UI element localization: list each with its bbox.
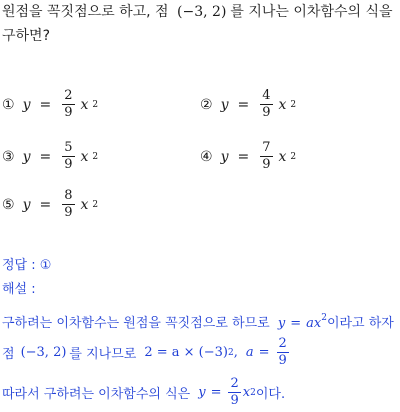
choice-5[interactable]: ⑤ y = $\frac{8}{9}$ x 2	[2, 188, 99, 220]
question-point: (−3, 2)	[177, 4, 227, 20]
explanation-text: 구하려는 이차함수는 원점을 꼭짓점으로 하므로	[2, 316, 270, 331]
choice-marker: ③	[2, 148, 15, 165]
explanation-point: (−3, 2)	[20, 345, 67, 360]
explanation-label: 해설 :	[2, 282, 36, 297]
choice-coefficient: $\frac{7}{9}$	[262, 140, 271, 172]
question-line-1	[2, 2, 393, 22]
choice-marker: ②	[200, 96, 213, 113]
choice-marker: ④	[200, 148, 213, 165]
explanation-equation: 2 = a × (−3)	[144, 345, 228, 360]
explanation-fraction: $\frac{2}{9}$	[278, 336, 287, 368]
explanation-text: 를 지나므로	[69, 347, 137, 362]
explanation-line-3: 따라서 구하려는 이차함수의 식은 y = $\frac{2}{9}$ x 2 이다.	[2, 376, 286, 408]
explanation-text: 점	[2, 347, 15, 362]
explanation-fraction: $\frac{2}{9}$	[230, 376, 239, 408]
explanation-line-1: 구하려는 이차함수는 원점을 꼭짓점으로 하므로 $y = ax^2$이라고 하자	[2, 313, 394, 331]
choice-marker: ①	[2, 96, 15, 113]
choice-1[interactable]: ① y = $\frac{2}{9}$ x 2	[2, 88, 99, 120]
question-text-pre: 원점을 꼭짓점으로 하고, 점	[2, 4, 169, 20]
choice-coefficient: $\frac{8}{9}$	[64, 188, 73, 220]
choice-coefficient: $\frac{2}{9}$	[64, 88, 73, 120]
explanation-line-2: 점 (−3, 2) 를 지나므로 2 = a × (−3) 2 , a = $\frac{2}{9}$	[2, 336, 287, 368]
question-text-post: 를 지나는 이차함수의 식을	[230, 4, 393, 20]
choice-3[interactable]: ③ y = $\frac{5}{9}$ x 2	[2, 140, 99, 172]
choice-2[interactable]: ② y = $\frac{4}{9}$ x 2	[200, 88, 297, 120]
choice-4[interactable]: ④ y = $\frac{7}{9}$ x 2	[200, 140, 297, 172]
question-line-2: 구하면?	[2, 28, 51, 44]
choice-marker: ⑤	[2, 196, 15, 213]
explanation-text: 이라고 하자	[326, 316, 394, 331]
explanation-text: 이다.	[255, 387, 286, 402]
answer-label: 정답 : ①	[2, 258, 52, 273]
explanation-text: 따라서 구하려는 이차함수의 식은	[2, 387, 191, 402]
choice-coefficient: $\frac{5}{9}$	[64, 140, 73, 172]
choice-coefficient: $\frac{4}{9}$	[262, 88, 271, 120]
